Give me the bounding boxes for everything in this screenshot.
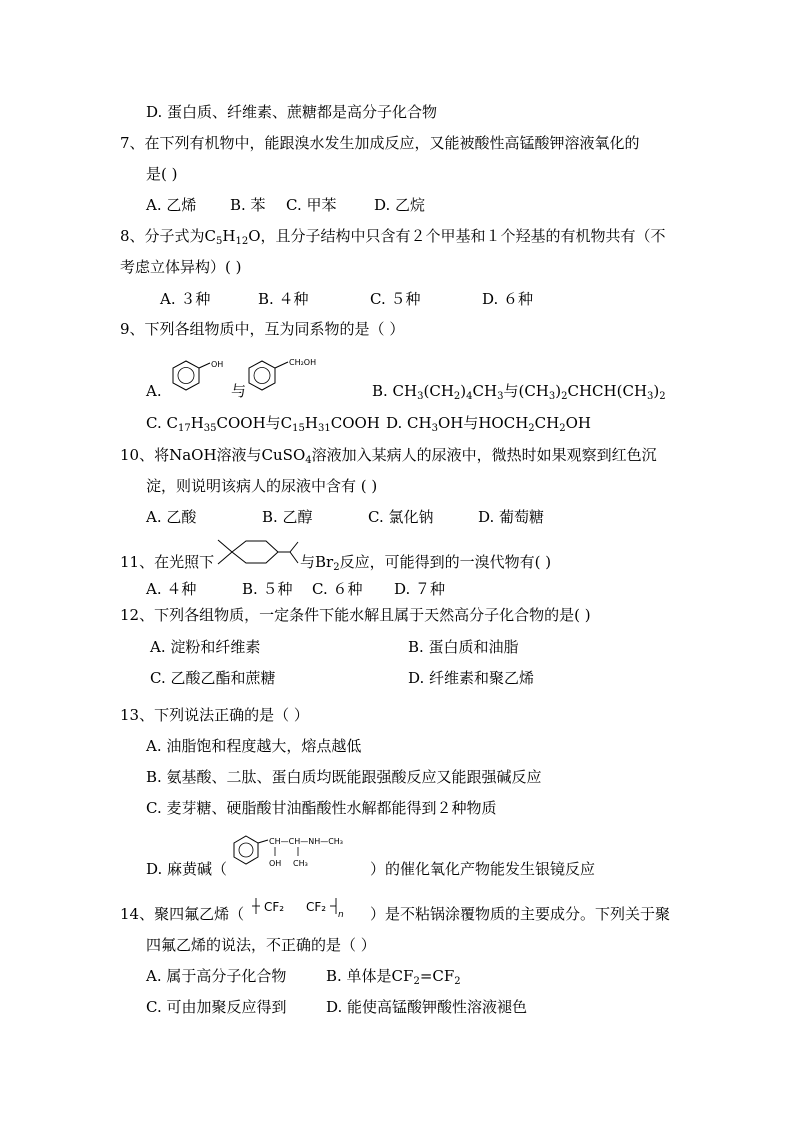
q7-option-c: C. 甲苯 [286,196,337,214]
q9-stem: 9、下列各组物质中，互为同系物的是（ ） [120,320,405,338]
q14-stem-part1: 14、聚四氟乙烯（ [120,905,245,923]
phenol-structure [168,358,228,398]
ptfe-n-subscript: n [338,910,344,920]
ephedrine-structure [232,830,372,878]
ephedrine-oh-label: OH [269,859,282,868]
q13-option-c: C. 麦芽糖、硬脂酸甘油酯酸性水解都能得到２种物质 [146,799,497,817]
ephedrine-ch3-label: CH₃ [293,859,308,868]
ptfe-cf2-first: CF₂ [264,900,285,914]
benzyl-ch2oh-label: CH₂OH [289,358,317,367]
q11-option-c: C. ６种 [312,580,363,598]
q12-option-d: D. 纤维素和聚乙烯 [408,669,535,687]
q12-option-c: C. 乙酸乙酯和蔗糖 [150,669,276,687]
q14-option-b: B. 单体是$CF_2=CF_2$ [326,967,461,987]
q14-option-c: C. 可由加聚反应得到 [146,998,287,1016]
q10-option-c: C. 氯化钠 [368,508,434,526]
q9-option-b: B. $CH_3(CH_2)_4CH_3$与$(CH_3)_2CHCH(CH_3)_2$ [372,382,666,402]
ptfe-structure [252,894,362,930]
q10-option-a: A. 乙酸 [146,508,197,526]
q12-option-b: B. 蛋白质和油脂 [408,638,519,656]
q10-option-d: D. 葡萄糖 [478,508,545,526]
ptfe-cf2-second: CF₂ [306,900,327,914]
q13-option-d-part2: ）的催化氧化产物能发生银镜反应 [370,860,596,878]
q12-option-a: A. 淀粉和纤维素 [150,638,261,656]
q11-option-d: D. ７种 [394,580,446,598]
q11-cyclohexane-structure [216,536,302,576]
q8-stem-line2: 考虑立体异构）( ) [120,258,242,276]
q13-option-b: B. 氨基酸、二肽、蛋白质均既能跟强酸反应又能跟强碱反应 [146,768,542,786]
q13-option-d-part1: D. 麻黄碱（ [146,860,228,878]
q7-stem-line2: 是( ) [146,165,178,183]
q7-option-a: A. 乙烯 [146,196,197,214]
q11-option-b: B. ５种 [242,580,293,598]
q7-option-d: D. 乙烷 [374,196,426,214]
q10-option-b: B. 乙醇 [262,508,313,526]
benzyl-alcohol-structure [244,356,334,396]
q7-stem-line1: 7、在下列有机物中，能跟溴水发生加成反应，又能被酸性高锰酸钾溶液氧化的 [120,134,640,152]
q9-option-c: C. $C_{17}H_{35}COOH$与$C_{15}H_{31}COOH$ [146,414,380,434]
q14-option-d: D. 能使高锰酸钾酸性溶液褪色 [326,998,528,1016]
q14-stem-line2: 四氟乙烯的说法，不正确的是（ ） [146,936,376,954]
q13-option-a: A. 油脂饱和程度越大，熔点越低 [146,737,362,755]
q8-option-b: B. ４种 [258,290,309,308]
q14-option-a: A. 属于高分子化合物 [146,967,287,985]
ephedrine-chain-label: CH—CH—NH—CH₃ [269,837,344,846]
q9-option-d: D. $CH_3OH$与$HOCH_2CH_2OH$ [386,414,591,434]
q10-stem-line1: 10、将NaOH溶液与CuSO$_4$溶液加入某病人的尿液中，微热时如果观察到红色沉 [120,446,657,466]
q12-stem: 12、下列各组物质，一定条件下能水解且属于天然高分子化合物的是( ) [120,606,591,624]
q9-option-a-label: A. [146,382,162,400]
q11-stem-part2: 与$Br_2$反应，可能得到的一溴代物有( ) [300,553,552,573]
phenol-oh-label: OH [211,360,224,369]
q9-option-a-with: 与 [231,382,247,400]
q8-option-a: A. ３种 [160,290,211,308]
q8-option-c: C. ５种 [370,290,421,308]
q11-stem-part1: 11、在光照下 [120,553,215,571]
q7-option-b: B. 苯 [230,196,266,214]
q14-stem-part2: ）是不粘锅涂覆物质的主要成分。下列关于聚 [370,905,671,923]
q6-option-d: D. 蛋白质、纤维素、蔗糖都是高分子化合物 [146,103,438,121]
q8-option-d: D. ６种 [482,290,534,308]
q11-option-a: A. ４种 [146,580,197,598]
q10-stem-line2: 淀，则说明该病人的尿液中含有 ( ) [146,477,378,495]
q8-stem-line1: 8、分子式为$C_5H_{12}O$，且分子结构中只含有２个甲基和１个羟基的有机物共有（不 [120,227,666,247]
q13-stem: 13、下列说法正确的是（ ） [120,706,309,724]
